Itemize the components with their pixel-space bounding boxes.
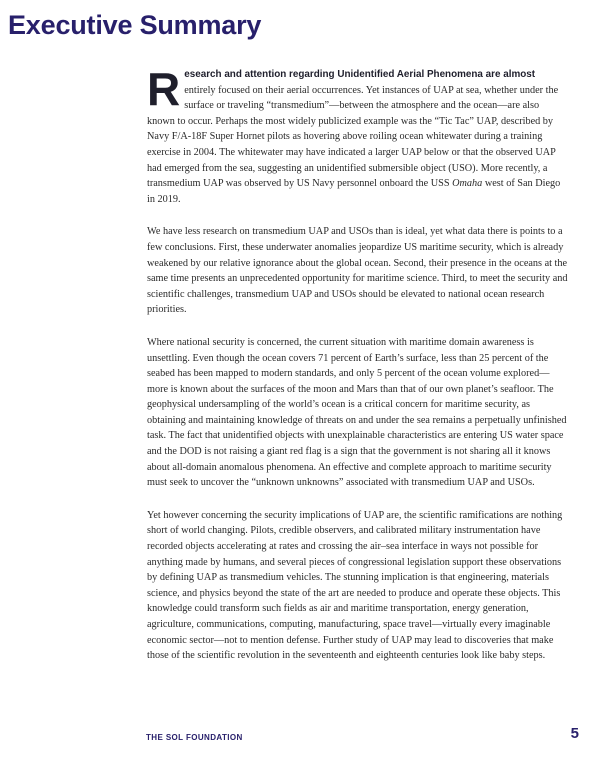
lead-in-bold: esearch and attention regarding Unidentified Aerial Phenomena are almost bbox=[184, 69, 536, 80]
drop-cap: R bbox=[147, 63, 181, 115]
body-text bbox=[147, 63, 568, 681]
page-title: Executive Summary bbox=[8, 10, 262, 40]
ship-name: Omaha bbox=[452, 178, 483, 190]
paragraph-1-text-a: entirely focused on their aerial occurrences. Yet instances of UAP at sea, whether under the surface or traveling “transmedium”—between the atmosphere and the ocean—are also known to occur. Perhaps the most widely publicized example was the “Tic Tac” UAP, described by Navy F/A-18F Super Hornet pilots as hovering above roiling ocean whitewater during a training exercise in 2004. The whitewater may have indicated a larger UAP below or that the observed UAP had emerged from the sea, suggesting an unidentified submersible object (USO). More recently, a transmedium UAP was observed by US Navy personnel onboard the USS bbox=[147, 84, 559, 190]
paragraph-4: Yet however concerning the security implications of UAP are, the scientific ramifications are nothing short of world changing. Pilots, credible observers, and calibrated military instrumentation have recorded objects accelerating at rates and crossing the air–sea interface in ways not possible for anything made by humans, and several pieces of congressional legislation support these observations by defining UAP as transmedium vehicles. The stunning implication is that engineering, materials science, and physics beyond the state of the art are needed to produce and operate these objects. This knowledge could transform such fields as air and maritime transportation, energy generation, agriculture, communications, computing, manufacturing, space travel—virtually every imaginable economic sector—not to mention defense. Further study of UAP may lead to discoveries that make those of the scientific revolution in the seventeenth and eighteenth centuries look like baby steps. bbox=[147, 509, 563, 662]
paragraph-3: Where national security is concerned, the current situation with maritime domain awareness is unsettling. Even though the ocean covers 71 percent of Earth’s surface, less than 25 percent of the seabed has been mapped to modern standards, and only 5 percent of the ocean volume explored—more is known about the surfaces of the moon and Mars than that of our own planet’s seafloor. The geophysical undersampling of the world’s ocean is a critical concern for maritime security, as obtaining and maintaining knowledge of threats on and under the sea remains a perpetually unfinished task. The fact that unidentified objects with unexplainable characteristics are entering US water space and the DOD is not raising a giant red flag is a sign that the government is not sharing all it knows about all-domain anomalous phenomena. An effective and complete approach to maritime security must seek to uncover the “unknown unknowns” associated with transmedium UAP and USOs. bbox=[147, 336, 567, 489]
footer-organization: THE SOL FOUNDATION bbox=[146, 733, 243, 742]
paragraph-2: We have less research on transmedium UAP and USOs than is ideal, yet what data there is points to a few conclusions. First, these underwater anomalies jeopardize US maritime security, which is already weakened by our relative ignorance about the global ocean. Second, their presence in the oceans at the same time presents an unprecedented opportunity for maritime science. Third, to meet the security and scientific challenges, transmedium UAP and USOs should be elevated to national ocean research priorities. bbox=[147, 226, 568, 316]
paragraph-1 bbox=[147, 63, 568, 207]
page-number: 5 bbox=[570, 725, 579, 742]
paragraph-1-text-b: west of San Diego in 2019. bbox=[147, 178, 561, 205]
